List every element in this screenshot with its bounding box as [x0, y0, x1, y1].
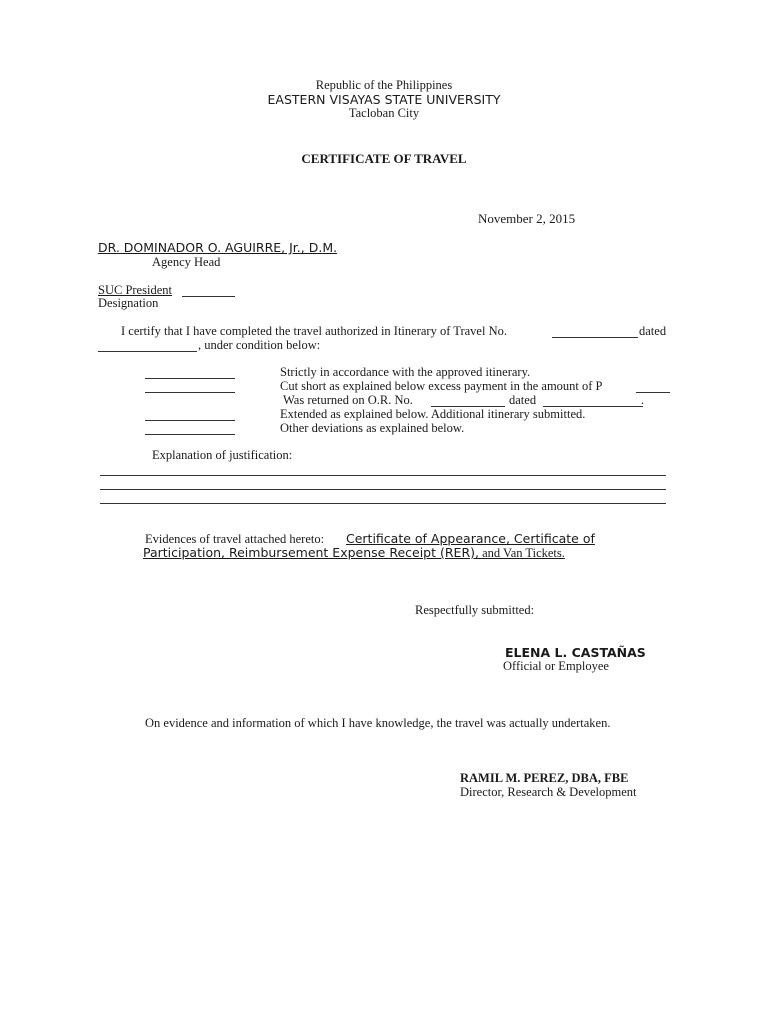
explanation-line[interactable]	[100, 475, 666, 476]
city-line: Tacloban City	[348, 106, 420, 120]
explanation-label: Explanation of justification:	[152, 448, 293, 462]
condition-3-text: Extended as explained below. Additional itinerary submitted.	[280, 407, 586, 421]
evidences-label: Evidences of travel attached hereto:	[145, 532, 325, 546]
certify-text: I certify that I have completed the travel authorized in Itinerary of Travel No.	[121, 324, 507, 338]
university-name: EASTERN VISAYAS STATE UNIVERSITY	[267, 92, 501, 107]
designation-value: SUC President	[98, 283, 172, 297]
director-title: Director, Research & Development	[460, 785, 637, 799]
condition-4-text: Other deviations as explained below.	[280, 421, 465, 435]
condition-2-blank[interactable]	[145, 392, 235, 393]
certify-condition-text: , under condition below:	[198, 338, 321, 352]
agency-head-name: DR. DOMINADOR O. AGUIRRE, Jr., D.M.	[98, 240, 338, 255]
condition-2b-end: .	[641, 393, 645, 407]
respectfully-submitted: Respectfully submitted:	[415, 603, 535, 617]
condition-2b-text: Was returned on O.R. No.	[283, 393, 413, 407]
certify-dated: dated	[639, 324, 667, 338]
certify-date-blank[interactable]	[98, 351, 197, 352]
designation-label: Designation	[98, 296, 159, 310]
explanation-line[interactable]	[100, 489, 666, 490]
condition-4-blank[interactable]	[145, 434, 235, 435]
condition-1-text: Strictly in accordance with the approved itinerary.	[280, 365, 531, 379]
condition-1-blank[interactable]	[145, 378, 235, 379]
evidence-statement: On evidence and information of which I have knowledge, the travel was actually undertaken.	[145, 716, 611, 730]
document-title: CERTIFICATE OF TRAVEL	[301, 151, 467, 166]
agency-head-label: Agency Head	[152, 255, 221, 269]
director-name: RAMIL M. PEREZ, DBA, FBE	[460, 771, 629, 785]
employee-title: Official or Employee	[503, 659, 609, 673]
condition-3-blank[interactable]	[145, 420, 235, 421]
condition-2b-dated: dated	[509, 393, 537, 407]
employee-name: ELENA L. CASTAÑAS	[505, 645, 646, 660]
document-date: November 2, 2015	[478, 211, 576, 226]
evidences-value-line2: Participation, Reimbursement Expense Receipt (RER), and Van Tickets.	[143, 545, 565, 560]
itinerary-number-blank[interactable]	[552, 337, 638, 338]
condition-2-text: Cut short as explained below excess payment in the amount of P	[280, 379, 603, 393]
explanation-line[interactable]	[100, 503, 666, 504]
evidences-value-line1: Certificate of Appearance, Certificate of	[346, 531, 595, 546]
republic-line: Republic of the Philippines	[315, 78, 453, 92]
